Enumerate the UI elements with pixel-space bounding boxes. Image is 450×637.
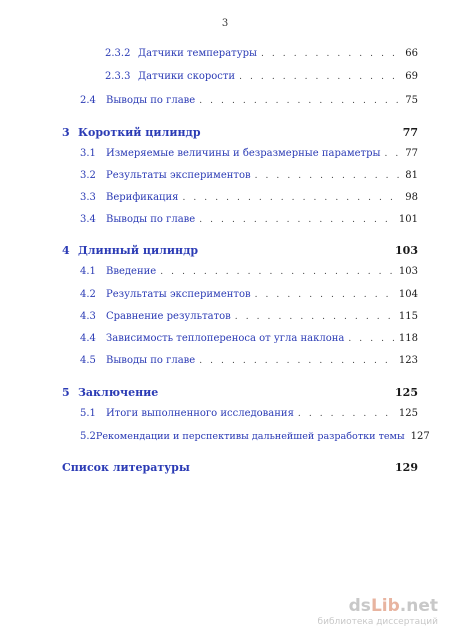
toc-entry-2-4[interactable] [80, 95, 418, 109]
leader-dots [348, 334, 395, 344]
entry-page: 98 [405, 192, 418, 203]
logo-part-net: .net [399, 596, 438, 616]
entry-title[interactable]: Выводы по главе [106, 355, 196, 366]
toc-entry-4-1[interactable] [80, 266, 418, 280]
toc-entry-3-2[interactable] [80, 170, 418, 184]
entry-page: 125 [398, 408, 418, 419]
chapter-title[interactable]: Заключение [78, 386, 159, 399]
entry-page: 115 [398, 311, 418, 322]
watermark [308, 596, 438, 627]
entry-page: 104 [398, 289, 418, 300]
logo-part-ds: ds [348, 596, 371, 616]
chapter-number: 4 [62, 244, 70, 257]
toc-entry-4-5[interactable] [80, 355, 418, 369]
toc-chapter-3[interactable] [62, 126, 418, 140]
entry-title[interactable]: Рекомендации и перспективы дальнейшей разработки темы [95, 431, 405, 442]
entry-number: 4.4 [80, 333, 96, 344]
entry-number: 2.3.3 [105, 71, 131, 82]
toc-entry-3-4[interactable] [80, 214, 418, 228]
leader-dots [239, 72, 401, 82]
toc-entry-5-2[interactable] [80, 431, 430, 445]
watermark-logo [308, 596, 438, 616]
toc-entry-2-3-2[interactable] [105, 48, 418, 62]
entry-number: 3.3 [80, 192, 96, 203]
leader-dots [255, 290, 395, 300]
entry-page: 66 [405, 48, 418, 59]
chapter-number: 3 [62, 126, 70, 139]
entry-page: 75 [405, 95, 418, 106]
watermark-subtitle: библиотека диссертаций [317, 617, 438, 627]
toc-entry-4-2[interactable] [80, 289, 418, 303]
entry-number: 4.5 [80, 355, 96, 366]
entry-page: 123 [398, 355, 418, 366]
entry-title[interactable]: Введение [106, 266, 157, 277]
chapter-page: 103 [395, 244, 418, 257]
page-number: 3 [221, 18, 229, 29]
entry-title[interactable]: Выводы по главе [106, 95, 196, 106]
chapter-title[interactable]: Короткий цилиндр [78, 126, 201, 139]
entry-title[interactable]: Измеряемые величины и безразмерные параметры [106, 148, 381, 159]
entry-title[interactable]: Результаты экспериментов [106, 289, 251, 300]
leader-dots [261, 49, 401, 59]
leader-dots [235, 312, 395, 322]
entry-title[interactable]: Итоги выполненного исследования [106, 408, 294, 419]
entry-number: 4.1 [80, 266, 96, 277]
entry-number: 3.1 [80, 148, 96, 159]
entry-number: 4.3 [80, 311, 96, 322]
entry-title[interactable]: Результаты экспериментов [106, 170, 251, 181]
entry-number: 2.3.2 [105, 48, 131, 59]
entry-title[interactable]: Сравнение результатов [106, 311, 231, 322]
entry-page: 103 [398, 266, 418, 277]
toc-entry-5-1[interactable] [80, 408, 418, 422]
entry-number: 3.4 [80, 214, 96, 225]
entry-number: 5.1 [80, 408, 96, 419]
toc-chapter-4[interactable] [62, 244, 418, 258]
entry-page: 69 [405, 71, 418, 82]
entry-page: 77 [405, 148, 418, 159]
chapter-number: 5 [62, 386, 70, 399]
chapter-page: 125 [395, 386, 418, 399]
toc-entry-4-3[interactable] [80, 311, 418, 325]
logo-part-lib: Lib [370, 596, 400, 616]
chapter-page: 129 [395, 461, 418, 474]
leader-dots [298, 409, 395, 419]
entry-page: 101 [398, 214, 418, 225]
entry-title[interactable]: Датчики скорости [138, 71, 236, 82]
entry-page: 127 [410, 431, 430, 442]
leader-dots [182, 193, 401, 203]
entry-title[interactable]: Верификация [106, 192, 179, 203]
toc-entry-4-4[interactable] [80, 333, 418, 347]
chapter-page: 77 [402, 126, 418, 139]
toc-bibliography[interactable] [62, 461, 418, 475]
entry-title[interactable]: Выводы по главе [106, 214, 196, 225]
entry-number: 3.2 [80, 170, 96, 181]
toc-chapter-5[interactable] [62, 386, 418, 400]
entry-page: 118 [398, 333, 418, 344]
entry-page: 81 [405, 170, 418, 181]
entry-number: 4.2 [80, 289, 96, 300]
entry-number: 5.2 [80, 431, 96, 442]
leader-dots [199, 96, 401, 106]
leader-dots [384, 149, 401, 159]
chapter-title[interactable]: Длинный цилиндр [78, 244, 199, 257]
chapter-title[interactable]: Список литературы [62, 461, 190, 474]
entry-title[interactable]: Датчики температуры [138, 48, 257, 59]
toc-entry-3-1[interactable] [80, 148, 418, 162]
leader-dots [199, 356, 395, 366]
entry-title[interactable]: Зависимость теплопереноса от угла наклона [106, 333, 345, 344]
leader-dots [199, 215, 395, 225]
leader-dots [160, 267, 395, 277]
toc-entry-3-3[interactable] [80, 192, 418, 206]
entry-number: 2.4 [80, 95, 96, 106]
toc-entry-2-3-3[interactable] [105, 71, 418, 85]
leader-dots [255, 171, 402, 181]
